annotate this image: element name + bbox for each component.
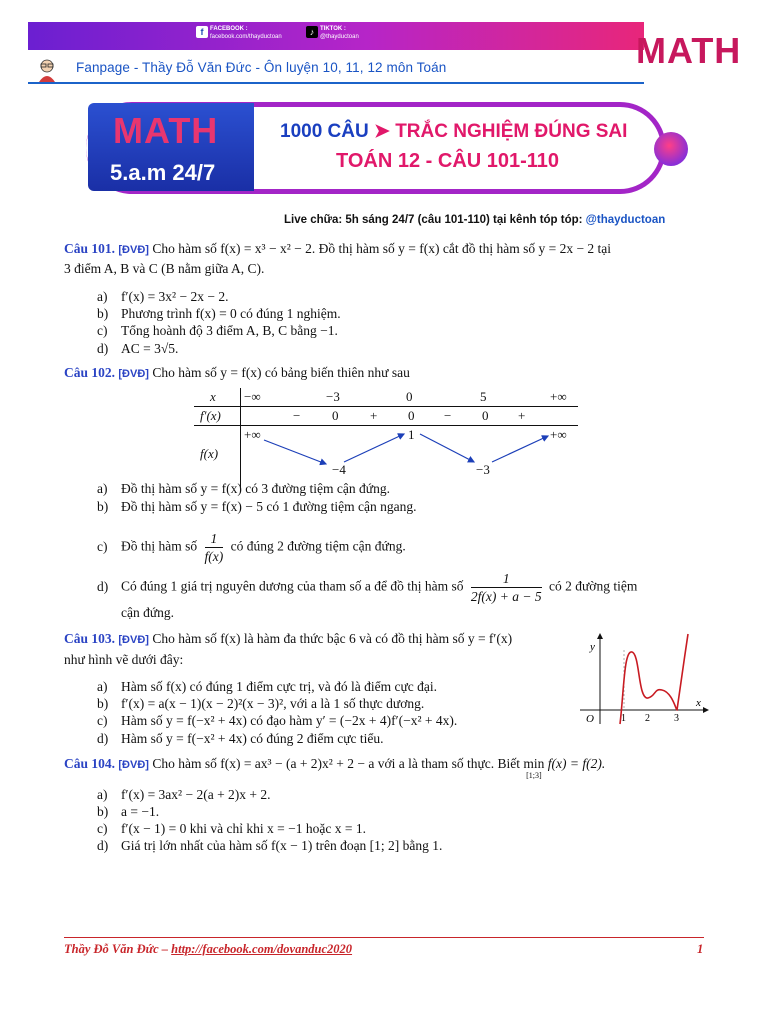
q103-option-b: b) f′(x) = a(x − 1)(x − 2)²(x − 3)², với a là 1 số thực dương. <box>97 696 425 711</box>
q104-option-b: b) a = −1. <box>97 804 160 819</box>
fraction: $\frac{1}{f(x)}$ <box>204 531 224 564</box>
svg-text:1: 1 <box>621 713 626 724</box>
q102-option-d: d) Có đúng 1 giá trị nguyên dương của tham số a để đồ thị hàm số $\frac{1}{2f(x) + a - 5}$ có 2 đường tiệm <box>97 571 638 604</box>
svg-text:3: 3 <box>674 713 679 724</box>
question-101-line2: 3 điểm A, B và C (B nằm giữa A, C). <box>64 261 265 276</box>
q104-option-a: a) f′(x) = 3ax² − 2(a + 2)x + 2. <box>97 787 271 802</box>
facebook-icon: f <box>196 26 208 38</box>
footer-divider <box>64 937 704 938</box>
tiktok-icon: ♪ <box>306 26 318 38</box>
q101-option-a: a) f′(x) = 3x² − 2x − 2. <box>97 289 229 304</box>
banner-dot-icon <box>654 132 688 166</box>
fanpage-text[interactable]: Fanpage - Thầy Đỗ Văn Đức - Ôn luyện 10, 11, 12 môn Toán <box>76 60 447 75</box>
footer-link[interactable]: http://facebook.com/dovanduc2020 <box>171 942 353 956</box>
min-expression: min [1;3] <box>523 756 545 780</box>
q104-option-c: c) f′(x − 1) = 0 khi và chỉ khi x = −1 hoặc x = 1. <box>97 821 366 836</box>
teacher-avatar-icon <box>36 58 58 82</box>
q103-option-c: c) Hàm số y = f(−x² + 4x) có đạo hàm y′ = (−2x + 4)f′(−x² + 4x). <box>97 713 458 728</box>
live-line: Live chữa: 5h sáng 24/7 (câu 101-110) tại kênh tóp tóp: @thayductoan <box>284 214 666 226</box>
svg-text:O: O <box>586 713 594 725</box>
header-bar <box>28 22 644 50</box>
q102-option-a: a) Đồ thị hàm số y = f(x) có 3 đường tiệm cận đứng. <box>97 481 390 496</box>
fanpage-bar <box>28 54 644 84</box>
variation-arrows <box>194 388 578 488</box>
tiktok-info[interactable]: ♪ TIKTOK : @thayductoan <box>320 25 359 41</box>
footer-author: Thầy Đỗ Văn Đức – http://facebook.com/dovanduc2020 <box>64 942 353 956</box>
question-103-line2: như hình vẽ dưới đây: <box>64 652 184 667</box>
page-number: 1 <box>697 942 704 956</box>
facebook-info[interactable]: f FACEBOOK : facebook.com/thayductoan <box>210 25 282 41</box>
variation-table: x f′(x) f(x) −∞ −3 0 5 +∞ 0 0 0 − + − + +∞ −4 1 −3 +∞ <box>194 388 578 488</box>
q103-option-d: d) Hàm số y = f(−x² + 4x) có đúng 2 điểm cực tiểu. <box>97 731 384 746</box>
arrow-icon: ➤ <box>374 121 390 142</box>
q102-option-d-cont: cận đứng. <box>121 605 175 620</box>
q104-option-d: d) Giá trị lớn nhất của hàm số f(x − 1) trên đoạn [1; 2] bằng 1. <box>97 838 443 853</box>
question-103: Câu 103. [ĐVĐ] Cho hàm số f(x) là hàm đa thức bậc 6 và có đồ thị hàm số y = f′(x) <box>64 631 513 646</box>
q103-option-a: a) Hàm số f(x) có đúng 1 điểm cực trị, và đó là điểm cực đại. <box>97 679 438 694</box>
tiktok-link[interactable]: @thayductoan <box>585 214 666 226</box>
svg-text:x: x <box>696 697 701 709</box>
q101-option-b: b) Phương trình f(x) = 0 có đúng 1 nghiệm. <box>97 306 341 321</box>
derivative-graph <box>580 630 710 725</box>
question-104: Câu 104. [ĐVĐ] Cho hàm số f(x) = ax³ − (a + 2)x² + 2 − a với a là tham số thực. Biết min [1;3] f(x) = f(2). <box>64 756 606 780</box>
banner-title-line1: 1000 CÂU ➤ TRẮC NGHIỆM ĐÚNG SAI <box>280 121 628 142</box>
q102-option-c: c) Đồ thị hàm số $\frac{1}{f(x)}$ có đúng 2 đường tiệm cận đứng. <box>97 531 406 564</box>
q101-option-d: d) AC = 3√5. <box>97 341 179 356</box>
banner-math-logo: MATH <box>113 110 219 151</box>
svg-text:2: 2 <box>645 713 650 724</box>
fraction: $\frac{1}{2f(x) + a - 5}$ <box>470 571 542 604</box>
question-102: Câu 102. [ĐVĐ] Cho hàm số y = f(x) có bảng biến thiên như sau <box>64 365 410 380</box>
banner-subtitle: 5.a.m 24/7 <box>110 160 216 185</box>
banner-title-line2: TOÁN 12 - CÂU 101-110 <box>336 150 560 172</box>
q102-option-b: b) Đồ thị hàm số y = f(x) − 5 có 1 đường tiệm cận ngang. <box>97 499 417 514</box>
question-101: Câu 101. [ĐVĐ] Cho hàm số f(x) = x³ − x² − 2. Đồ thị hàm số y = f(x) cắt đồ thị hàm số y = 2x − 2 tại <box>64 241 612 256</box>
q101-option-c: c) Tổng hoành độ 3 điểm A, B, C bằng −1. <box>97 323 338 338</box>
math-logo: MATH <box>636 30 742 71</box>
svg-text:y: y <box>590 641 595 653</box>
